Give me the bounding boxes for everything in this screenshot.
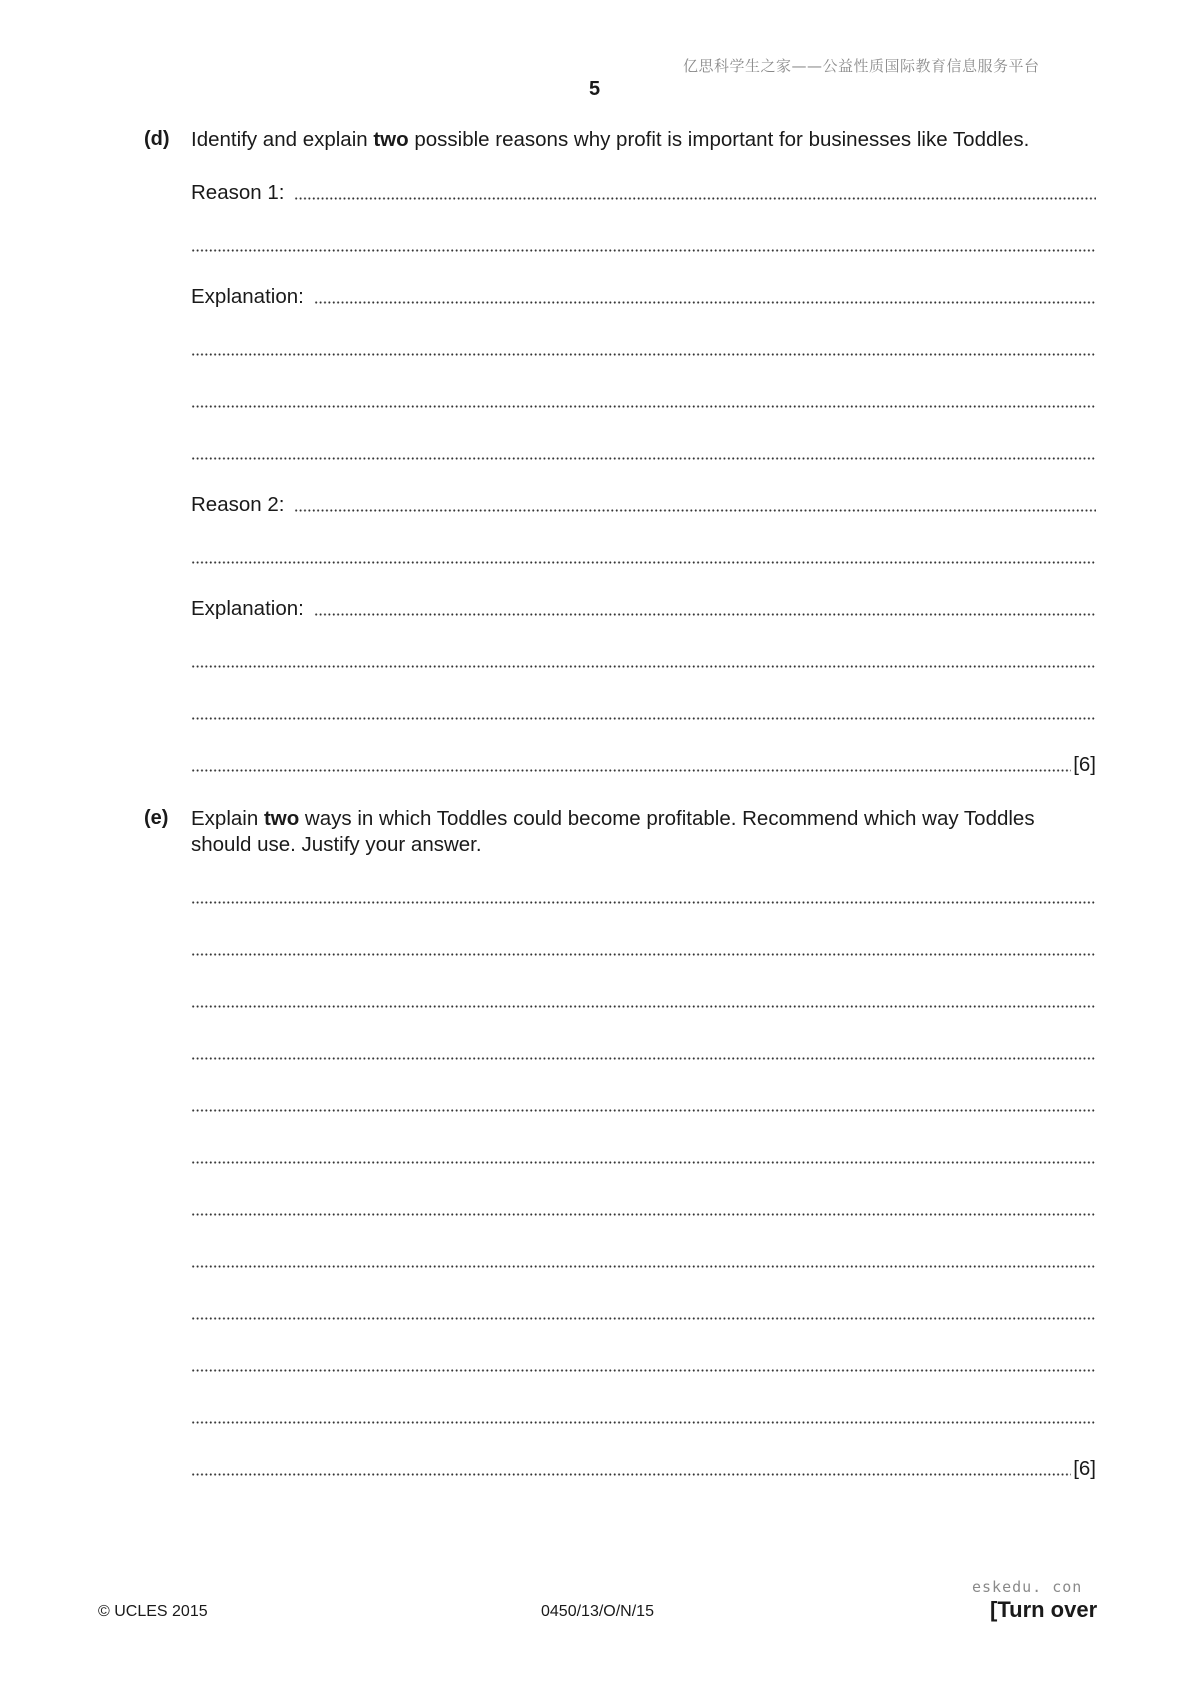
explanation-1-label: Explanation: [191, 285, 304, 308]
question-e-text: Explain two ways in which Toddles could become profitable. Recommend which way Toddles should use. Justify your answer. [191, 807, 1035, 856]
explanation-2-label: Explanation: [191, 597, 304, 620]
answer-line[interactable] [191, 883, 1096, 909]
answer-line[interactable] [191, 335, 1096, 361]
reason-1-answer-line[interactable] [191, 179, 1096, 205]
answer-line[interactable] [191, 699, 1096, 725]
answer-line[interactable] [191, 1195, 1096, 1221]
answer-line[interactable] [191, 1143, 1096, 1169]
answer-line[interactable] [191, 1039, 1096, 1065]
answer-line[interactable] [191, 1247, 1096, 1273]
reason-2-label: Reason 2: [191, 493, 285, 516]
answer-line-final[interactable] [191, 1455, 1096, 1481]
answer-line[interactable] [191, 1351, 1096, 1377]
answer-line[interactable] [191, 1403, 1096, 1429]
question-d-label: (d) [144, 128, 170, 150]
answer-line[interactable] [191, 231, 1096, 257]
question-e-marks: [6] [1073, 1457, 1096, 1480]
answer-line[interactable] [191, 987, 1096, 1013]
question-d-text: Identify and explain two possible reasons why profit is important for businesses like Toddles. [191, 128, 1030, 151]
answer-line[interactable] [191, 935, 1096, 961]
answer-line[interactable] [191, 387, 1096, 413]
question-e-label: (e) [144, 807, 169, 829]
footer-copyright: © UCLES 2015 [98, 1603, 208, 1620]
question-d-marks: [6] [1073, 753, 1096, 776]
answer-line[interactable] [191, 647, 1096, 673]
answer-line-final[interactable] [191, 751, 1096, 777]
footer-paper-code: 0450/13/O/N/15 [541, 1603, 654, 1620]
footer-turn-over: [Turn over [990, 1597, 1098, 1622]
answer-line[interactable] [191, 1091, 1096, 1117]
answer-line[interactable] [191, 1299, 1096, 1325]
reason-1-label: Reason 1: [191, 181, 285, 204]
explanation-1-answer-line[interactable] [191, 283, 1096, 309]
explanation-2-answer-line[interactable] [191, 595, 1096, 621]
answer-line[interactable] [191, 439, 1096, 465]
reason-2-answer-line[interactable] [191, 491, 1096, 517]
page-number: 5 [589, 78, 601, 100]
answer-line[interactable] [191, 543, 1096, 569]
watermark-top: 亿思科学生之家——公益性质国际教育信息服务平台 [683, 57, 1040, 75]
watermark-bottom: eskedu. con [972, 1578, 1083, 1596]
